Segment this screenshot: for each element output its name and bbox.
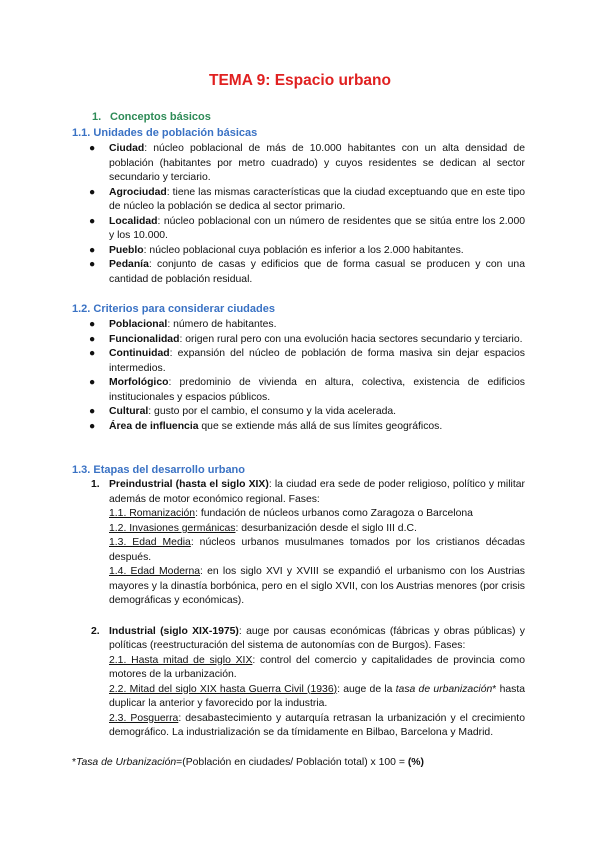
term: Pueblo bbox=[109, 244, 144, 256]
term: Cultural bbox=[109, 406, 149, 417]
list-item bbox=[89, 186, 525, 215]
phase bbox=[109, 565, 525, 609]
phase bbox=[109, 683, 525, 712]
definition: que se extiende más allá de sus límites geográficos. bbox=[198, 420, 443, 432]
list-item-preindustrial bbox=[91, 478, 525, 609]
section-label: Conceptos básicos bbox=[110, 111, 211, 123]
term: Localidad bbox=[109, 215, 158, 227]
list-item bbox=[89, 142, 525, 186]
subsection-heading-criterios: 1.2. Criterios para considerar ciudades bbox=[72, 303, 275, 315]
phase-label: 1.2. Invasiones germánicas bbox=[109, 522, 236, 534]
phase-text: : fundación de núcleos urbanos como Zaragoza o Barcelona bbox=[195, 508, 473, 519]
definition: : origen rural pero con una evolución hacia sectores secundario y terciario. bbox=[179, 333, 523, 345]
bullet-icon: ● bbox=[89, 215, 96, 227]
footnote-term: Tasa de Urbanización bbox=[76, 757, 177, 768]
phase-text: : en los siglo XVI y XVIII se expandió el urbanismo con los Austrias mayores y la dinastía borbónica, pero en el siglo XVII, con los Austrias menores (por crisis demográficas y económicas). bbox=[109, 566, 525, 606]
phase bbox=[109, 712, 525, 741]
subsection-heading-etapas: 1.3. Etapas del desarrollo urbano bbox=[72, 464, 245, 476]
term: Preindustrial (hasta el siglo XIX) bbox=[109, 479, 269, 490]
definition: : auge por causas económicas (fábricas y obras públicas) y políticas (reestructuración del sistema de autonomías con de Burgos). Fases: bbox=[109, 625, 525, 651]
bullet-icon: ● bbox=[89, 186, 96, 198]
phase-label: 1.4. Edad Moderna bbox=[109, 566, 201, 577]
definition: : conjunto de casas y edificios que de forma casual se producen y con una cantidad de población residual. bbox=[109, 259, 525, 285]
phase-text: : desabastecimiento y autarquía retrasan la urbanización y el crecimiento demográfico. La industrialización se da tímidamente en Bilbao, Barcelona y Madrid. bbox=[109, 712, 525, 738]
footnote-marker: * bbox=[492, 683, 497, 695]
phase-text: hasta duplicar la anterior y favorecido por la industria. bbox=[109, 683, 525, 709]
list-unidades bbox=[89, 142, 525, 287]
definition: : predominio de vivienda en altura, colectiva, existencia de edificios institucionales y espacios públicos. bbox=[109, 377, 525, 403]
list-item bbox=[89, 376, 525, 405]
bullet-icon: ● bbox=[89, 420, 96, 432]
definition: : la ciudad era sede de poder religioso, político y militar además de motor económico regional. Fases: bbox=[109, 479, 525, 505]
footnote bbox=[72, 757, 424, 768]
item-number: 1. bbox=[91, 479, 100, 490]
definition: : núcleo poblacional cuya población es inferior a los 2.000 habitantes. bbox=[143, 244, 464, 256]
phase-text: : núcleos urbanos musulmanes tomados por los cristianos décadas después. bbox=[109, 537, 525, 563]
term: Funcionalidad bbox=[109, 333, 180, 345]
phase-label: 1.3. Edad Media bbox=[109, 537, 191, 548]
definition: : expansión del núcleo de población de forma masiva sin dejar espacios intermedios. bbox=[109, 348, 525, 374]
phase-text: : auge de la bbox=[337, 683, 396, 695]
list-item bbox=[89, 244, 525, 259]
footnote-formula: =(Población en ciudades/ Población total) x 100 = bbox=[176, 757, 408, 768]
list-etapas bbox=[91, 478, 525, 741]
phase-label: 2.2. Mitad del siglo XIX hasta Guerra Civil (1936) bbox=[109, 683, 338, 695]
bullet-icon: ● bbox=[89, 143, 96, 154]
list-item-industrial bbox=[91, 625, 525, 741]
term: Poblacional bbox=[109, 319, 168, 330]
phase bbox=[109, 507, 525, 522]
phase-emphasis: tasa de urbanización bbox=[395, 683, 493, 695]
list-item bbox=[89, 420, 525, 435]
definition: : número de habitantes. bbox=[167, 319, 277, 330]
phase-label: 2.3. Posguerra bbox=[109, 712, 179, 724]
bullet-icon: ● bbox=[89, 348, 96, 359]
bullet-icon: ● bbox=[89, 406, 96, 417]
list-item bbox=[89, 318, 525, 333]
list-item bbox=[89, 347, 525, 376]
phase bbox=[109, 522, 525, 537]
term: Continuidad bbox=[109, 348, 170, 359]
list-item bbox=[89, 405, 525, 420]
list-item bbox=[89, 333, 525, 348]
term: Industrial (siglo XIX-1975) bbox=[109, 625, 239, 637]
list-item bbox=[89, 258, 525, 287]
phase-text: : desurbanización desde el siglo III d.C. bbox=[235, 522, 417, 534]
phase-text: : control del comercio y capitalidades de provincia como motores de la urbanización. bbox=[109, 654, 525, 680]
footnote-result: (%) bbox=[407, 757, 424, 768]
subsection-heading-unidades: 1.1. Unidades de población básicas bbox=[72, 127, 258, 139]
term: Pedanía bbox=[109, 259, 149, 270]
term: Agrociudad bbox=[109, 186, 167, 198]
page-title: TEMA 9: Espacio urbano bbox=[208, 72, 391, 89]
footnote-marker: * bbox=[72, 757, 77, 768]
section-heading-conceptos bbox=[92, 111, 211, 123]
term: Morfológico bbox=[109, 377, 169, 388]
term: Ciudad bbox=[109, 143, 145, 154]
definition: : núcleo poblacional con un número de residentes que se sitúa entre los 2.000 y los 10.000. bbox=[109, 215, 525, 241]
phase bbox=[109, 536, 525, 565]
definition: : tiene las mismas características que la ciudad exceptuando que en este tipo de núcleo la población se dedica al sector primario. bbox=[109, 186, 525, 212]
list-criterios bbox=[89, 318, 525, 434]
phase-label: 1.1. Romanización bbox=[109, 508, 196, 519]
definition: : gusto por el cambio, el consumo y la vida acelerada. bbox=[148, 406, 397, 417]
bullet-icon: ● bbox=[89, 244, 96, 256]
definition: : núcleo poblacional de más de 10.000 habitantes con un alta densidad de población (habitantes por metro cuadrado) y cuyos residentes se dedican al sector secundario y terciario. bbox=[109, 143, 525, 183]
phase bbox=[109, 654, 525, 683]
list-item bbox=[89, 215, 525, 244]
term: Área de influencia bbox=[109, 420, 199, 432]
bullet-icon: ● bbox=[89, 377, 96, 388]
item-number: 2. bbox=[91, 625, 100, 637]
bullet-icon: ● bbox=[89, 259, 96, 270]
section-number: 1. bbox=[92, 111, 102, 123]
bullet-icon: ● bbox=[89, 319, 96, 330]
bullet-icon: ● bbox=[89, 333, 96, 345]
phase-label: 2.1. Hasta mitad de siglo XIX bbox=[109, 654, 253, 666]
